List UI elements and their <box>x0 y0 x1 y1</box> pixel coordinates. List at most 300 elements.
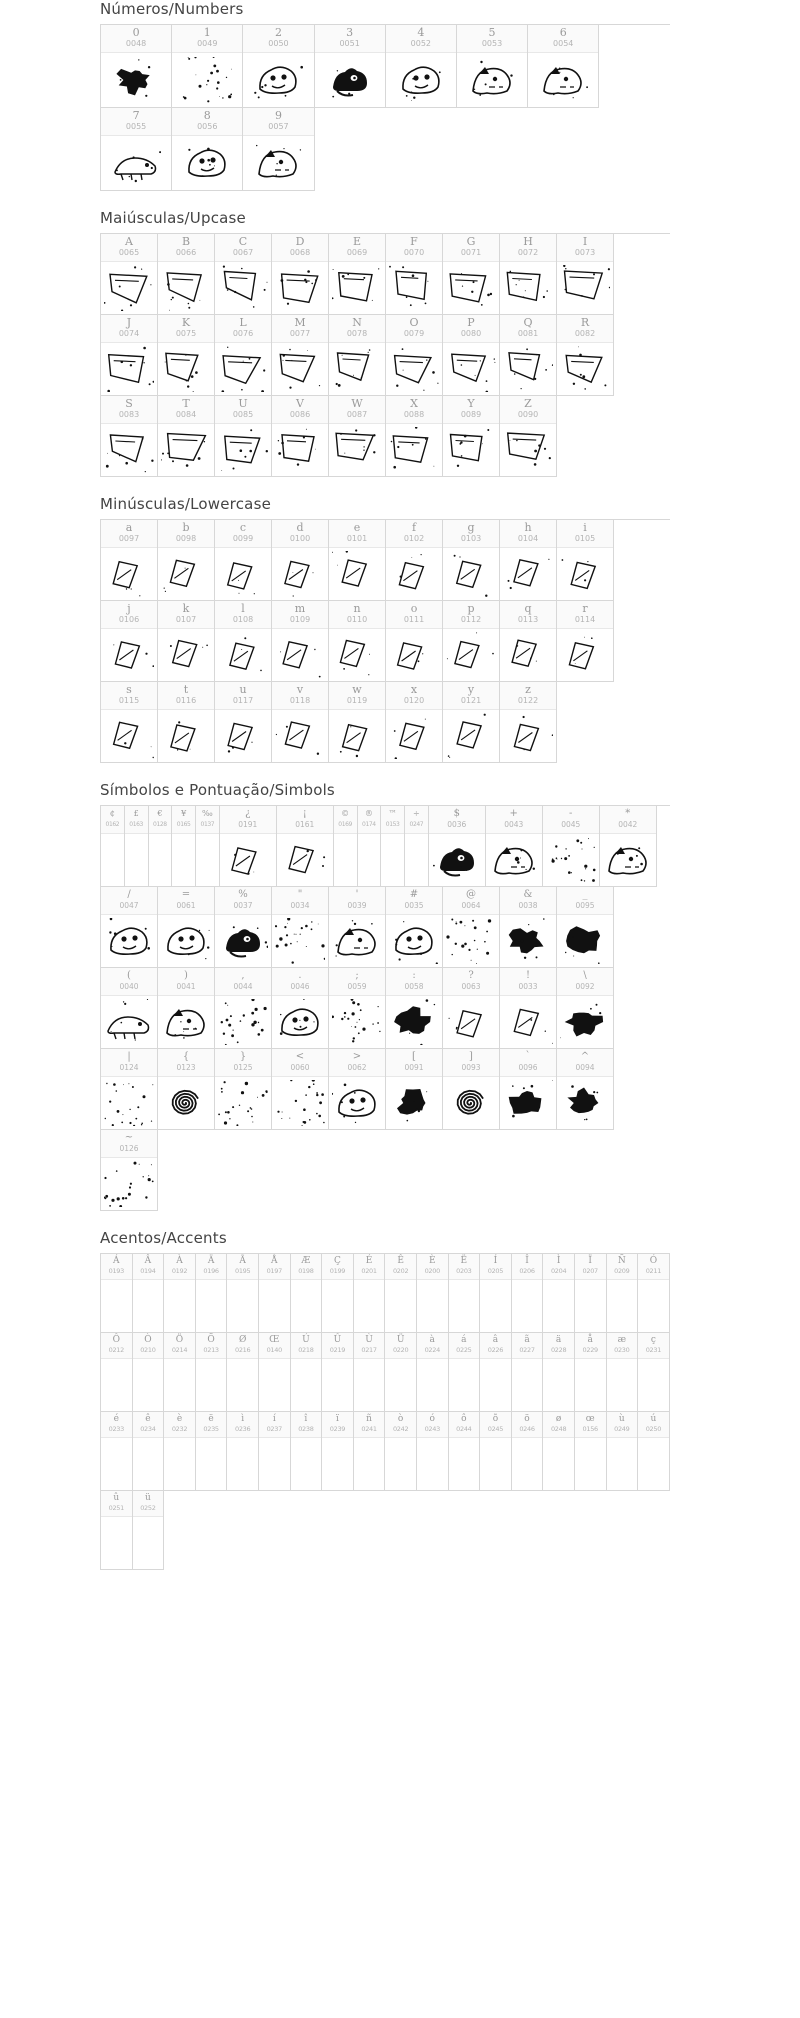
glyph-cell[interactable] <box>158 887 215 968</box>
glyph-character: 5 <box>488 26 496 39</box>
glyph-cell[interactable] <box>133 1412 165 1491</box>
glyph-character: $ <box>453 808 460 819</box>
glyph-header <box>500 315 556 343</box>
glyph-cell[interactable] <box>149 806 173 887</box>
glyph-cell[interactable] <box>557 234 614 315</box>
glyph-artwork <box>220 834 276 886</box>
glyph-cell[interactable] <box>480 1254 512 1333</box>
glyph-cell[interactable] <box>638 1254 670 1333</box>
glyph-cell[interactable] <box>500 315 557 396</box>
glyph-header <box>164 1254 195 1280</box>
glyph-code: 0217 <box>361 1346 377 1354</box>
glyph-cell[interactable] <box>101 520 158 601</box>
glyph-character: } <box>239 1051 247 1062</box>
glyph-character: K <box>181 316 191 329</box>
glyph-cell[interactable] <box>329 520 386 601</box>
glyph-cell[interactable] <box>322 1412 354 1491</box>
glyph-cell[interactable] <box>329 396 386 477</box>
glyph-artwork <box>315 53 385 107</box>
glyph-cell[interactable] <box>196 1412 228 1491</box>
glyph-artwork <box>329 629 385 681</box>
glyph-code: 0246 <box>519 1425 535 1433</box>
glyph-artwork <box>329 424 385 476</box>
glyph-character: O <box>409 316 419 329</box>
glyph-artwork <box>500 424 556 476</box>
glyph-artwork <box>259 1438 290 1490</box>
glyph-character: 3 <box>346 26 354 39</box>
glyph-cell[interactable] <box>557 968 614 1049</box>
glyph-character: 9 <box>274 109 282 122</box>
glyph-cell[interactable] <box>101 234 158 315</box>
glyph-cell[interactable] <box>101 887 158 968</box>
glyph-cell[interactable] <box>101 1491 133 1570</box>
glyph-code: 0039 <box>347 901 367 910</box>
glyph-header <box>215 520 271 548</box>
glyph-header <box>133 1491 164 1517</box>
glyph-cell[interactable] <box>272 1049 329 1130</box>
glyph-cell[interactable] <box>543 1254 575 1333</box>
glyph-cell[interactable] <box>543 1333 575 1412</box>
glyph-cell[interactable] <box>385 1412 417 1491</box>
glyph-code: 0161 <box>295 820 315 829</box>
glyph-artwork <box>322 1280 353 1332</box>
glyph-character: ‰ <box>202 809 213 818</box>
glyph-character: õ <box>492 1414 499 1424</box>
glyph-header <box>133 1412 164 1438</box>
glyph-cell[interactable] <box>158 968 215 1049</box>
glyph-header <box>600 806 656 834</box>
glyph-artwork <box>133 1438 164 1490</box>
glyph-cell[interactable] <box>500 682 557 763</box>
glyph-header <box>329 968 385 996</box>
glyph-cell[interactable] <box>243 108 314 191</box>
glyph-cell[interactable] <box>158 396 215 477</box>
glyph-artwork <box>243 136 313 190</box>
glyph-code: 0102 <box>403 534 425 543</box>
glyph-cell[interactable] <box>101 682 158 763</box>
glyph-header <box>101 1254 132 1280</box>
glyph-character: ç <box>650 1335 656 1345</box>
glyph-cell[interactable] <box>385 1254 417 1333</box>
glyph-cell[interactable] <box>196 1333 228 1412</box>
glyph-cell[interactable] <box>158 682 215 763</box>
glyph-artwork <box>291 1359 322 1411</box>
glyph-cell[interactable] <box>101 601 158 682</box>
glyph-cell[interactable] <box>638 1412 670 1491</box>
glyph-code: 0238 <box>298 1425 314 1433</box>
glyph-cell[interactable] <box>354 1333 386 1412</box>
glyph-artwork <box>215 915 271 967</box>
glyph-character: x <box>410 683 418 696</box>
glyph-cell[interactable] <box>386 887 443 968</box>
glyph-cell[interactable] <box>543 806 600 887</box>
glyph-cell[interactable] <box>443 396 500 477</box>
glyph-cell[interactable] <box>315 25 386 108</box>
glyph-artwork <box>386 262 442 314</box>
glyph-code: 0061 <box>176 901 196 910</box>
glyph-header <box>386 601 442 629</box>
glyph-header <box>272 887 328 915</box>
glyph-header <box>500 968 556 996</box>
glyph-header <box>386 396 442 424</box>
glyph-header <box>215 1049 271 1077</box>
glyph-cell[interactable] <box>101 968 158 1049</box>
glyph-header <box>528 25 598 53</box>
glyph-code: 0037 <box>233 901 253 910</box>
glyph-cell[interactable] <box>172 806 196 887</box>
glyph-code: 0237 <box>266 1425 282 1433</box>
glyph-character: : <box>412 970 416 981</box>
glyph-character: Å <box>271 1256 278 1266</box>
glyph-character: û <box>113 1493 120 1503</box>
glyph-header <box>158 315 214 343</box>
glyph-header <box>557 234 613 262</box>
glyph-cell[interactable] <box>386 520 443 601</box>
glyph-artwork <box>322 1438 353 1490</box>
section-upcase <box>0 209 800 477</box>
glyph-character: % <box>238 889 248 900</box>
glyph-artwork <box>101 915 157 967</box>
glyph-cell[interactable] <box>449 1333 481 1412</box>
glyph-cell[interactable] <box>329 601 386 682</box>
glyph-cell[interactable] <box>215 396 272 477</box>
glyph-cell[interactable] <box>259 1254 291 1333</box>
glyph-header <box>164 1333 195 1359</box>
glyph-cell[interactable] <box>329 315 386 396</box>
glyph-cell[interactable] <box>449 1412 481 1491</box>
glyph-cell[interactable] <box>101 1130 158 1211</box>
glyph-cell[interactable] <box>215 520 272 601</box>
glyph-code: 0165 <box>176 821 191 828</box>
glyph-cell[interactable] <box>215 682 272 763</box>
glyph-character: w <box>352 683 362 696</box>
glyph-cell[interactable] <box>215 1049 272 1130</box>
glyph-cell[interactable] <box>125 806 149 887</box>
glyph-cell[interactable] <box>101 1049 158 1130</box>
glyph-cell[interactable] <box>354 1412 386 1491</box>
glyph-cell[interactable] <box>164 1412 196 1491</box>
glyph-artwork <box>443 1077 499 1129</box>
glyph-cell[interactable] <box>500 601 557 682</box>
glyph-cell[interactable] <box>386 234 443 315</box>
glyph-header <box>291 1333 322 1359</box>
glyph-cell[interactable] <box>172 108 243 191</box>
glyph-cell[interactable] <box>272 601 329 682</box>
glyph-character: g <box>467 521 475 534</box>
glyph-code: 0094 <box>575 1063 595 1072</box>
glyph-code: 0197 <box>266 1267 282 1275</box>
glyph-cell[interactable] <box>607 1412 639 1491</box>
glyph-cell[interactable] <box>405 806 429 887</box>
glyph-header <box>164 1412 195 1438</box>
glyph-character: Ç <box>334 1256 341 1266</box>
glyph-cell[interactable] <box>512 1254 544 1333</box>
glyph-cell[interactable] <box>259 1333 291 1412</box>
glyph-cell[interactable] <box>272 234 329 315</box>
glyph-code: 0216 <box>235 1346 251 1354</box>
glyph-cell[interactable] <box>557 601 614 682</box>
glyph-character: U <box>238 397 248 410</box>
glyph-cell[interactable] <box>101 315 158 396</box>
glyph-cell[interactable] <box>272 315 329 396</box>
glyph-cell[interactable] <box>500 1049 557 1130</box>
glyph-cell[interactable] <box>329 968 386 1049</box>
glyph-cell[interactable] <box>272 968 329 1049</box>
glyph-cell[interactable] <box>227 1412 259 1491</box>
glyph-cell[interactable] <box>133 1333 165 1412</box>
glyph-cell[interactable] <box>101 1412 133 1491</box>
glyph-character: 2 <box>274 26 282 39</box>
glyph-cell[interactable] <box>512 1412 544 1491</box>
glyph-header <box>158 520 214 548</box>
glyph-artwork <box>125 834 148 886</box>
glyph-cell[interactable] <box>443 234 500 315</box>
glyph-cell[interactable] <box>443 887 500 968</box>
glyph-code: 0251 <box>108 1504 124 1512</box>
glyph-cell[interactable] <box>322 1254 354 1333</box>
glyph-cell[interactable] <box>386 396 443 477</box>
glyph-code: 0064 <box>461 901 481 910</box>
glyph-cell[interactable] <box>133 1491 165 1570</box>
glyph-cell[interactable] <box>500 968 557 1049</box>
glyph-character: Ù <box>365 1335 373 1345</box>
glyph-cell[interactable] <box>500 887 557 968</box>
glyph-header <box>215 315 271 343</box>
glyph-header <box>329 601 385 629</box>
glyph-code: 0137 <box>200 821 215 828</box>
glyph-cell[interactable] <box>158 315 215 396</box>
glyph-header <box>386 682 442 710</box>
glyph-cell[interactable] <box>272 396 329 477</box>
glyph-cell[interactable] <box>381 806 405 887</box>
glyph-artwork <box>215 262 271 314</box>
glyph-grid <box>100 24 670 191</box>
glyph-character: , <box>241 970 245 981</box>
glyph-cell[interactable] <box>277 806 334 887</box>
glyph-header <box>500 887 556 915</box>
glyph-cell[interactable] <box>607 1254 639 1333</box>
glyph-cell[interactable] <box>358 806 382 887</box>
glyph-character: " <box>297 889 303 900</box>
glyph-cell[interactable] <box>575 1412 607 1491</box>
glyph-cell[interactable] <box>500 396 557 477</box>
glyph-code: 0228 <box>550 1346 567 1354</box>
glyph-character: Z <box>524 397 532 410</box>
glyph-cell[interactable] <box>443 601 500 682</box>
glyph-artwork <box>385 1438 416 1490</box>
glyph-character: ® <box>364 809 373 818</box>
glyph-cell[interactable] <box>322 1333 354 1412</box>
glyph-code: 0065 <box>118 248 140 257</box>
glyph-character: Œ <box>269 1335 280 1345</box>
glyph-cell[interactable] <box>227 1333 259 1412</box>
glyph-cell[interactable] <box>386 25 457 108</box>
glyph-code: 0156 <box>582 1425 598 1433</box>
glyph-cell[interactable] <box>386 315 443 396</box>
glyph-cell[interactable] <box>512 1333 544 1412</box>
glyph-cell[interactable] <box>101 806 125 887</box>
glyph-header <box>405 806 428 834</box>
glyph-cell[interactable] <box>457 25 528 108</box>
glyph-cell[interactable] <box>385 1333 417 1412</box>
glyph-cell[interactable] <box>101 25 172 108</box>
glyph-cell[interactable] <box>486 806 543 887</box>
glyph-cell[interactable] <box>429 806 486 887</box>
glyph-cell[interactable] <box>443 968 500 1049</box>
glyph-code: 0081 <box>517 329 539 338</box>
glyph-artwork <box>354 1280 385 1332</box>
glyph-header <box>196 1254 227 1280</box>
glyph-code: 0101 <box>346 534 368 543</box>
glyph-cell[interactable] <box>638 1333 670 1412</box>
glyph-cell[interactable] <box>101 1333 133 1412</box>
glyph-header <box>443 887 499 915</box>
glyph-cell[interactable] <box>417 1412 449 1491</box>
glyph-artwork <box>528 53 598 107</box>
glyph-artwork <box>557 629 613 681</box>
glyph-cell[interactable] <box>164 1333 196 1412</box>
glyph-cell[interactable] <box>443 682 500 763</box>
glyph-code: 0239 <box>329 1425 346 1433</box>
glyph-cell[interactable] <box>158 520 215 601</box>
glyph-cell[interactable] <box>158 1049 215 1130</box>
glyph-cell[interactable] <box>443 520 500 601</box>
glyph-header <box>227 1412 258 1438</box>
glyph-cell[interactable] <box>557 315 614 396</box>
glyph-cell[interactable] <box>196 1254 228 1333</box>
glyph-cell[interactable] <box>329 234 386 315</box>
glyph-cell[interactable] <box>227 1254 259 1333</box>
glyph-character: Á <box>113 1256 120 1266</box>
glyph-cell[interactable] <box>386 601 443 682</box>
glyph-cell[interactable] <box>215 968 272 1049</box>
glyph-cell[interactable] <box>164 1254 196 1333</box>
glyph-cell[interactable] <box>259 1412 291 1491</box>
glyph-code: 0096 <box>518 1063 538 1072</box>
glyph-cell[interactable] <box>449 1254 481 1333</box>
glyph-artwork <box>405 834 428 886</box>
glyph-character: ù <box>618 1414 625 1424</box>
glyph-artwork <box>329 996 385 1048</box>
glyph-artwork <box>443 343 499 395</box>
glyph-grid <box>100 1253 670 1570</box>
glyph-cell[interactable] <box>575 1333 607 1412</box>
glyph-cell[interactable] <box>101 1254 133 1333</box>
glyph-code: 0098 <box>175 534 197 543</box>
glyph-header <box>417 1412 448 1438</box>
glyph-header <box>215 601 271 629</box>
glyph-cell[interactable] <box>528 25 599 108</box>
glyph-cell[interactable] <box>607 1333 639 1412</box>
glyph-cell[interactable] <box>500 520 557 601</box>
glyph-code: 0086 <box>289 410 311 419</box>
glyph-cell[interactable] <box>480 1333 512 1412</box>
glyph-character: @ <box>466 889 476 900</box>
glyph-character: Ï <box>588 1256 592 1266</box>
glyph-cell[interactable] <box>386 682 443 763</box>
glyph-cell[interactable] <box>291 1333 323 1412</box>
glyph-header <box>158 1049 214 1077</box>
glyph-cell[interactable] <box>443 1049 500 1130</box>
glyph-cell[interactable] <box>557 887 614 968</box>
glyph-code: 0060 <box>290 1063 310 1072</box>
glyph-cell[interactable] <box>329 682 386 763</box>
glyph-code: 0093 <box>461 1063 481 1072</box>
glyph-cell[interactable] <box>133 1254 165 1333</box>
glyph-cell[interactable] <box>417 1333 449 1412</box>
section-numbers <box>0 0 800 191</box>
glyph-cell[interactable] <box>417 1254 449 1333</box>
glyph-header <box>158 887 214 915</box>
glyph-cell[interactable] <box>386 1049 443 1130</box>
glyph-artwork <box>272 1077 328 1129</box>
glyph-cell[interactable] <box>557 1049 614 1130</box>
section-title: Maiúsculas/Upcase <box>100 209 246 227</box>
glyph-header <box>243 25 313 53</box>
glyph-code: 0057 <box>268 122 289 131</box>
glyph-character: e <box>353 521 361 534</box>
glyph-header <box>543 1333 574 1359</box>
glyph-cell[interactable] <box>291 1254 323 1333</box>
glyph-header <box>220 806 276 834</box>
glyph-cell[interactable] <box>329 887 386 968</box>
glyph-cell[interactable] <box>215 601 272 682</box>
glyph-cell[interactable] <box>386 968 443 1049</box>
glyph-character: D <box>295 235 305 248</box>
glyph-cell[interactable] <box>354 1254 386 1333</box>
glyph-header <box>291 1412 322 1438</box>
glyph-cell[interactable] <box>158 234 215 315</box>
glyph-code: 0056 <box>197 122 218 131</box>
glyph-cell[interactable] <box>196 806 220 887</box>
glyph-header <box>381 806 404 834</box>
glyph-cell[interactable] <box>480 1412 512 1491</box>
glyph-cell[interactable] <box>220 806 277 887</box>
section-title: Acentos/Accents <box>100 1229 227 1247</box>
glyph-cell[interactable] <box>243 25 314 108</box>
glyph-cell[interactable] <box>557 520 614 601</box>
glyph-character: C <box>238 235 248 248</box>
glyph-cell[interactable] <box>215 887 272 968</box>
glyph-artwork <box>543 1359 574 1411</box>
glyph-header <box>512 1254 543 1280</box>
glyph-cell[interactable] <box>329 1049 386 1130</box>
glyph-artwork <box>215 424 271 476</box>
glyph-cell[interactable] <box>215 315 272 396</box>
glyph-cell[interactable] <box>172 25 243 108</box>
glyph-header <box>272 601 328 629</box>
glyph-cell[interactable] <box>215 234 272 315</box>
glyph-code: 0126 <box>119 1144 139 1153</box>
glyph-cell[interactable] <box>158 601 215 682</box>
glyph-cell[interactable] <box>500 234 557 315</box>
glyph-header <box>158 234 214 262</box>
glyph-cell[interactable] <box>272 520 329 601</box>
glyph-cell[interactable] <box>334 806 358 887</box>
glyph-code: 0193 <box>108 1267 124 1275</box>
glyph-code: 0224 <box>424 1346 440 1354</box>
glyph-cell[interactable] <box>600 806 657 887</box>
glyph-cell[interactable] <box>101 396 158 477</box>
glyph-cell[interactable] <box>543 1412 575 1491</box>
glyph-cell[interactable] <box>101 108 172 191</box>
glyph-cell[interactable] <box>272 682 329 763</box>
glyph-cell[interactable] <box>291 1412 323 1491</box>
glyph-character: ^ <box>580 1051 590 1062</box>
glyph-cell[interactable] <box>443 315 500 396</box>
glyph-cell[interactable] <box>575 1254 607 1333</box>
glyph-cell[interactable] <box>272 887 329 968</box>
